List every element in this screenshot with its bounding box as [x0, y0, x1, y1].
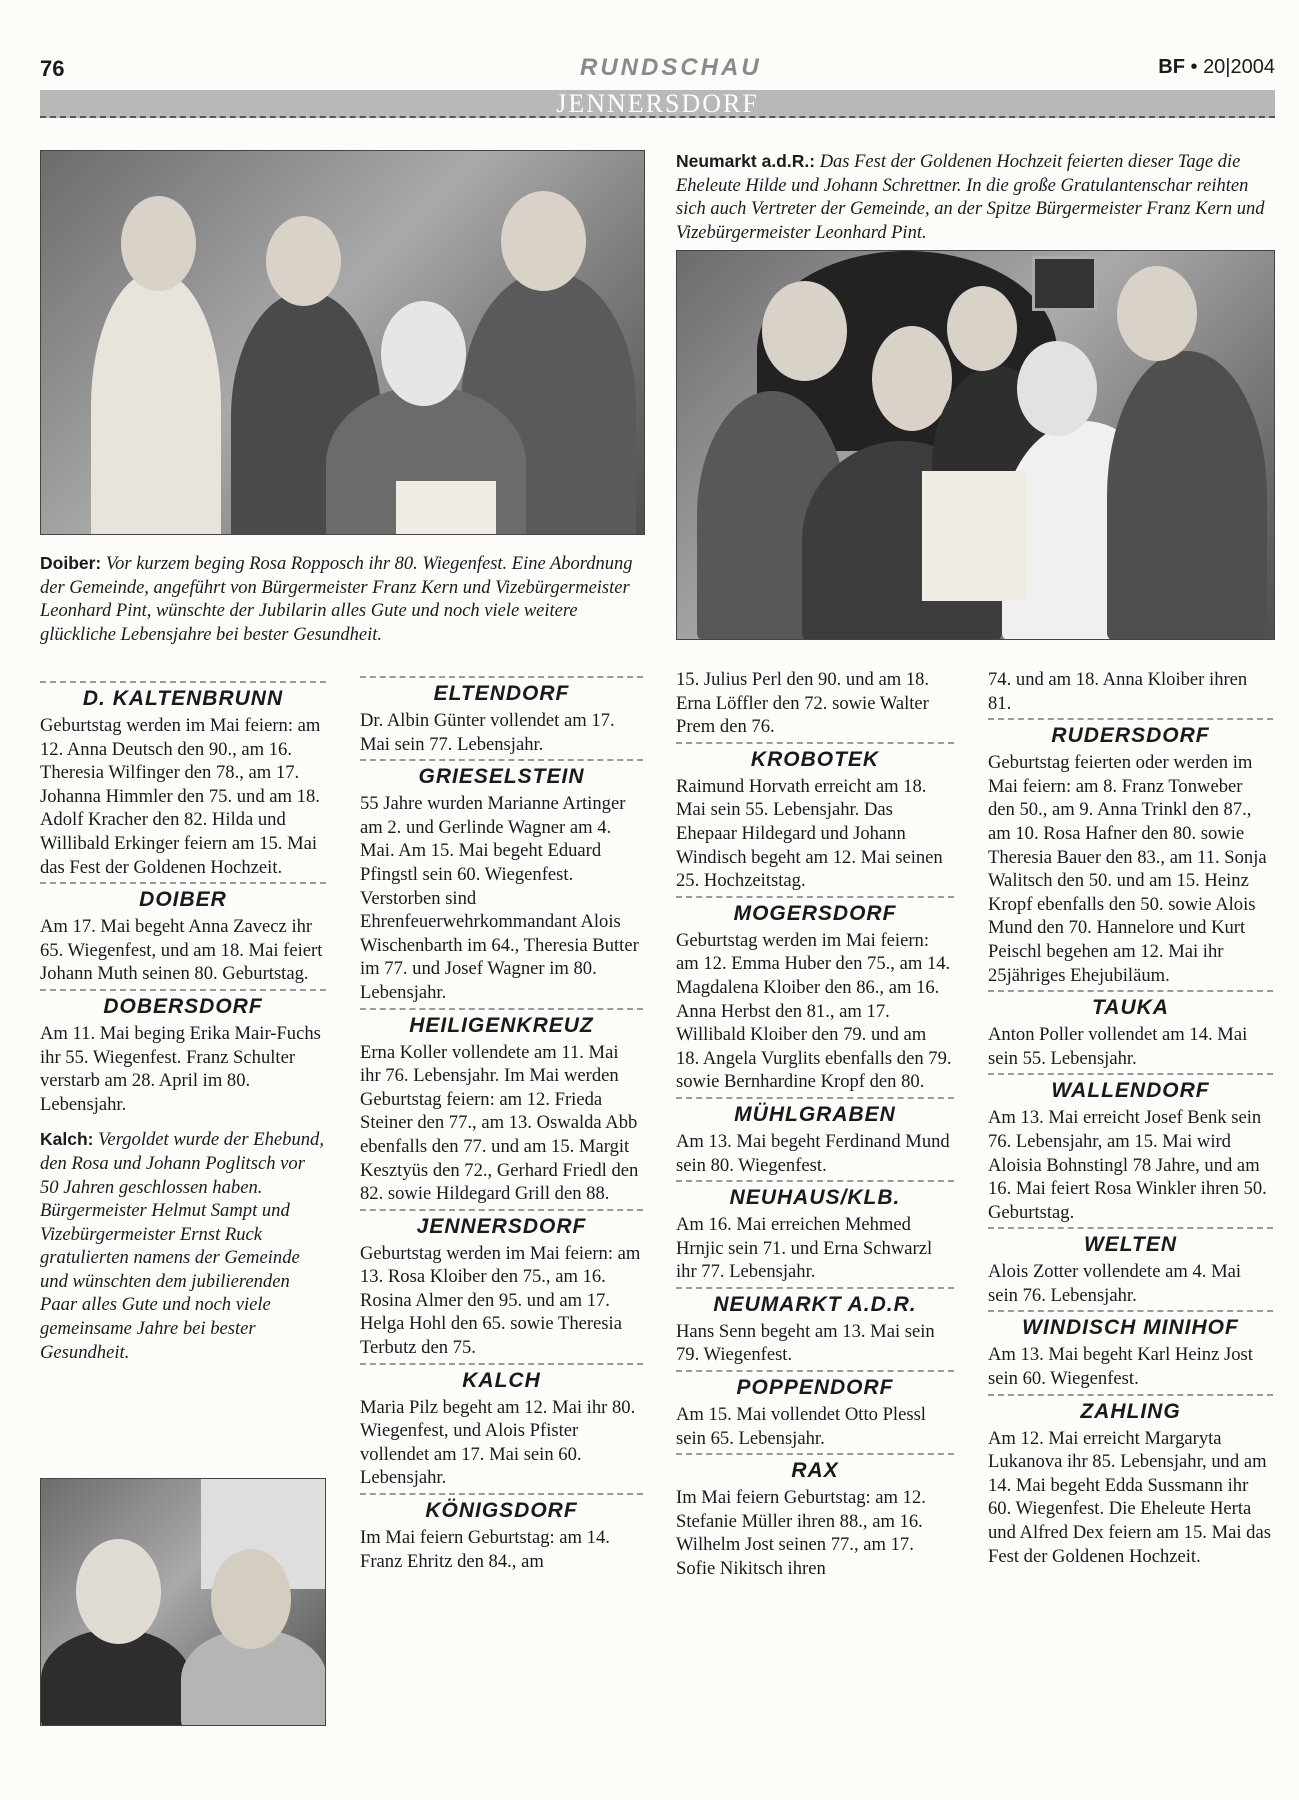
entry-heading: NEUMARKT A.D.R. [676, 1284, 954, 1318]
entry-block [676, 739, 954, 893]
entry-block [676, 893, 954, 1094]
entry-block [676, 1177, 954, 1284]
caption-kalch-text: Vergoldet wurde der Ehebund, den Rosa und Johann Poglitsch vor 50 Jahren geschlossen haben. Bürgermeister Helmut Sampt und Vizebürgermeister Ernst Ruck gratulierten namens der Gemeinde und wünschten dem jubilierenden Paar alles Gute und noch viele gemeinsame Jahre bei bester Gesundheit. [40, 1129, 324, 1363]
entry-text: Am 17. Mai begeht Anna Zavecz ihr 65. Wiegenfest, und am 18. Mai feiert Johann Muth seinen 80. Geburtstag. [40, 916, 323, 985]
entry-text: Am 13. Mai begeht Ferdinand Mund sein 80. Wiegenfest. [676, 1130, 950, 1176]
entry-text: Geburtstag werden im Mai feiern: am 12. Anna Deutsch den 90., am 16. Theresia Wilfinger den 78., am 17. Johanna Himmler den 75. und am 18. Adolf Kracher den 82. Hilda und Willibald Erkinger feiern am 15. Mai das Fest der Goldenen Hochzeit. [40, 715, 321, 878]
entry-heading: ELTENDORF [360, 673, 643, 707]
entry-heading: RUDERSDORF [988, 715, 1273, 749]
entry-text: Anton Poller vollendet am 14. Mai sein 55. Lebensjahr. [988, 1024, 1248, 1069]
entry-block [988, 1070, 1273, 1224]
entry-block [360, 756, 643, 1004]
issue-number: 20|2004 [1203, 56, 1275, 78]
entry-text: Alois Zotter vollendete am 4. Mai sein 76. Lebensjahr. [988, 1261, 1242, 1306]
magazine-title: RUNDSCHAU [580, 54, 762, 81]
entry-heading: TAUKA [988, 987, 1273, 1021]
entry-heading: DOIBER [40, 879, 326, 913]
caption-doiber [40, 552, 645, 647]
entry-heading: GRIESELSTEIN [360, 756, 643, 790]
caption-kalch-location: Kalch: [40, 1129, 94, 1150]
entry-heading: JENNERSDORF [360, 1206, 643, 1240]
entry-text: Geburtstag werden im Mai feiern: am 12. Emma Huber den 75., am 14. Magdalena Kloiber den 86., am 16. Anna Herbst den 81., am 17. Willibald Kloiber den 79. und am 18. Angela Vurglits ebenfalls den 79. sowie Bernhardine Kropf den 80. [676, 929, 952, 1093]
entry-text: Am 16. Mai erreichen Mehmed Hrnjic sein 71. und Erna Schwarzl ihr 77. Lebensjahr. [676, 1214, 933, 1283]
entry-block [676, 1284, 954, 1367]
entry-heading: KÖNIGSDORF [360, 1490, 643, 1524]
entry-heading: POPPENDORF [676, 1367, 954, 1401]
caption-doiber-location: Doiber: [40, 553, 102, 573]
entry-heading: DOBERSDORF [40, 986, 326, 1020]
photo-kalch [40, 1478, 326, 1726]
column-1 [40, 678, 326, 1364]
column-2 [360, 673, 643, 1573]
section-bar [40, 90, 1275, 118]
page-number: 76 [40, 56, 65, 81]
entry-text: Am 12. Mai erreicht Margaryta Lukanova ihr 85. Lebensjahr, und am 14. Mai begeht Edda Sussmann ihr 60. Wiegenfest. Die Eheleute Herta und Alfred Dex feiern am 15. Mai das Fest der Goldenen Hochzeit. [988, 1427, 1271, 1567]
entry-block [988, 715, 1273, 987]
entry-text: Am 13. Mai begeht Karl Heinz Jost sein 60. Wiegenfest. [988, 1344, 1253, 1390]
entry-text: Im Mai feiern Geburtstag: am 14. Franz Ehritz den 84., am [360, 1527, 610, 1572]
entry-block [988, 987, 1273, 1070]
entry-block [676, 1450, 954, 1580]
caption-neumarkt-location: Neumarkt a.d.R.: [676, 151, 816, 171]
entry-text: Geburtstag werden im Mai feiern: am 13. Rosa Kloiber den 75., am 16. Rosina Almer den 95. und am 17. Helga Hohl den 65. sowie Theresia Terbutz den 75. [360, 1242, 641, 1359]
entry-block [676, 1367, 954, 1450]
entry-block [360, 1005, 643, 1206]
entry-heading: KALCH [360, 1360, 643, 1394]
entry-heading: D. KALTENBRUNN [40, 678, 326, 712]
column-3 [676, 668, 954, 1581]
entry-text: Dr. Albin Günter vollendet am 17. Mai sein 77. Lebensjahr. [360, 710, 615, 755]
entry-block [988, 1224, 1273, 1307]
entry-heading: HEILIGENKREUZ [360, 1005, 643, 1039]
issue-info: BF • 20|2004 [1158, 56, 1275, 78]
caption-neumarkt-text: Das Fest der Goldenen Hochzeit feierten dieser Tage die Eheleute Hilde und Johann Schrettner. In die große Gratulantenschar reihten sich auch Vertreter der Gemeinde, an der Spitze Bürgermeister Franz Kern und Vizebürgermeister Leonhard Pint. [676, 152, 1265, 243]
entry-heading: KROBOTEK [676, 739, 954, 773]
entry-heading: RAX [676, 1450, 954, 1484]
entry-block [676, 1094, 954, 1177]
entry-block [988, 1391, 1273, 1569]
entry-text: Am 13. Mai erreicht Josef Benk sein 76. Lebensjahr, am 15. Mai wird Aloisia Bohnstingl 78 Jahre, und am 16. Mai feiert Rosa Winkler ihren 50. Geburtstag. [988, 1107, 1267, 1223]
entry-block [40, 986, 326, 1116]
entry-heading: WINDISCH MINIHOF [988, 1307, 1273, 1341]
entry-text: Erna Koller vollendete am 11. Mai ihr 76. Lebensjahr. Im Mai werden Geburtstag feiern: am 12. Frieda Steiner den 77., am 13. Oswalda Abb ebenfalls den 77. und am 15. Margit Kesztyüs den 72., Gerhard Friedl den 82. sowie Hildegard Grill den 88. [360, 1041, 639, 1205]
entry-block [40, 678, 326, 879]
photo-doiber [40, 150, 645, 535]
entry-block [988, 1307, 1273, 1390]
entry-heading: MOGERSDORF [676, 893, 954, 927]
photo-neumarkt [676, 250, 1275, 640]
entry-text-continued: 74. und am 18. Anna Kloiber ihren 81. [988, 669, 1248, 714]
entry-text: Maria Pilz begeht am 12. Mai ihr 80. Wiegenfest, und Alois Pfister vollendet am 17. Mai sein 60. Lebensjahr. [360, 1396, 636, 1489]
entry-block [360, 1206, 643, 1360]
entry-text-continued: 15. Julius Perl den 90. und am 18. Erna Löffler den 72. sowie Walter Prem den 76. [676, 669, 930, 738]
entry-text: Raimund Horvath erreicht am 18. Mai sein 55. Lebensjahr. Das Ehepaar Hildegard und Johann Windisch begeht am 12. Mai seinen 25. Hochzeitstag. [676, 775, 943, 892]
entry-text: Hans Senn begeht am 13. Mai sein 79. Wiegenfest. [676, 1320, 935, 1366]
caption-kalch [40, 1128, 326, 1364]
entry-heading: NEUHAUS/KLB. [676, 1177, 954, 1211]
entry-heading: ZAHLING [988, 1391, 1273, 1425]
entry-heading: MÜHLGRABEN [676, 1094, 954, 1128]
entry-heading: WELTEN [988, 1224, 1273, 1258]
caption-doiber-text: Vor kurzem beging Rosa Ropposch ihr 80. Wiegenfest. Eine Abordnung der Gemeinde, angeführt von Bürgermeister Franz Kern und Vizebürgermeister Leonhard Pint, wünschte der Jubilarin alles Gute und noch viele weitere glückliche Lebensjahre bei bester Gesundheit. [40, 554, 633, 645]
entry-block [40, 879, 326, 986]
section-title: JENNERSDORF [556, 89, 759, 118]
entry-block [360, 673, 643, 756]
brand-label: BF [1158, 56, 1185, 78]
entry-block [360, 1360, 643, 1490]
entry-text: 55 Jahre wurden Marianne Artinger am 2. und Gerlinde Wagner am 4. Mai. Am 15. Mai begeht Eduard Pfingstl sein 60. Wiegenfest. Verstorben sind Ehrenfeuerwehrkommandant Alois Wischenbarth im 64., Theresia Butter im 77. und Josef Wagner im 80. Lebensjahr. [360, 793, 639, 1003]
entry-text: Im Mai feiern Geburtstag: am 12. Stefanie Müller ihren 88., am 16. Wilhelm Jost seinen 77., am 17. Sofie Nikitsch ihren [676, 1487, 926, 1580]
entry-text: Am 15. Mai vollendet Otto Plessl sein 65. Lebensjahr. [676, 1404, 926, 1449]
entry-block [360, 1490, 643, 1573]
entry-text: Geburtstag feierten oder werden im Mai feiern: am 8. Franz Tonweber den 50., am 9. Anna Trinkl den 87., am 10. Rosa Hafner den 80. sowie Theresia Bauer den 83., am 11. Sonja Walitsch den 50. und am 15. Heinz Kropf ebenfalls den 50. sowie Alois Mund den 70. Hannelore und Kurt Peischl begehen am 12. Mai ihr 25jähriges Ehejubiläum. [988, 752, 1267, 986]
entry-heading: WALLENDORF [988, 1070, 1273, 1104]
entry-text: Am 11. Mai beging Erika Mair-Fuchs ihr 55. Wiegenfest. Franz Schulter verstarb am 28. April im 80. Lebensjahr. [40, 1022, 321, 1115]
caption-neumarkt [676, 150, 1276, 245]
column-4 [988, 668, 1273, 1568]
